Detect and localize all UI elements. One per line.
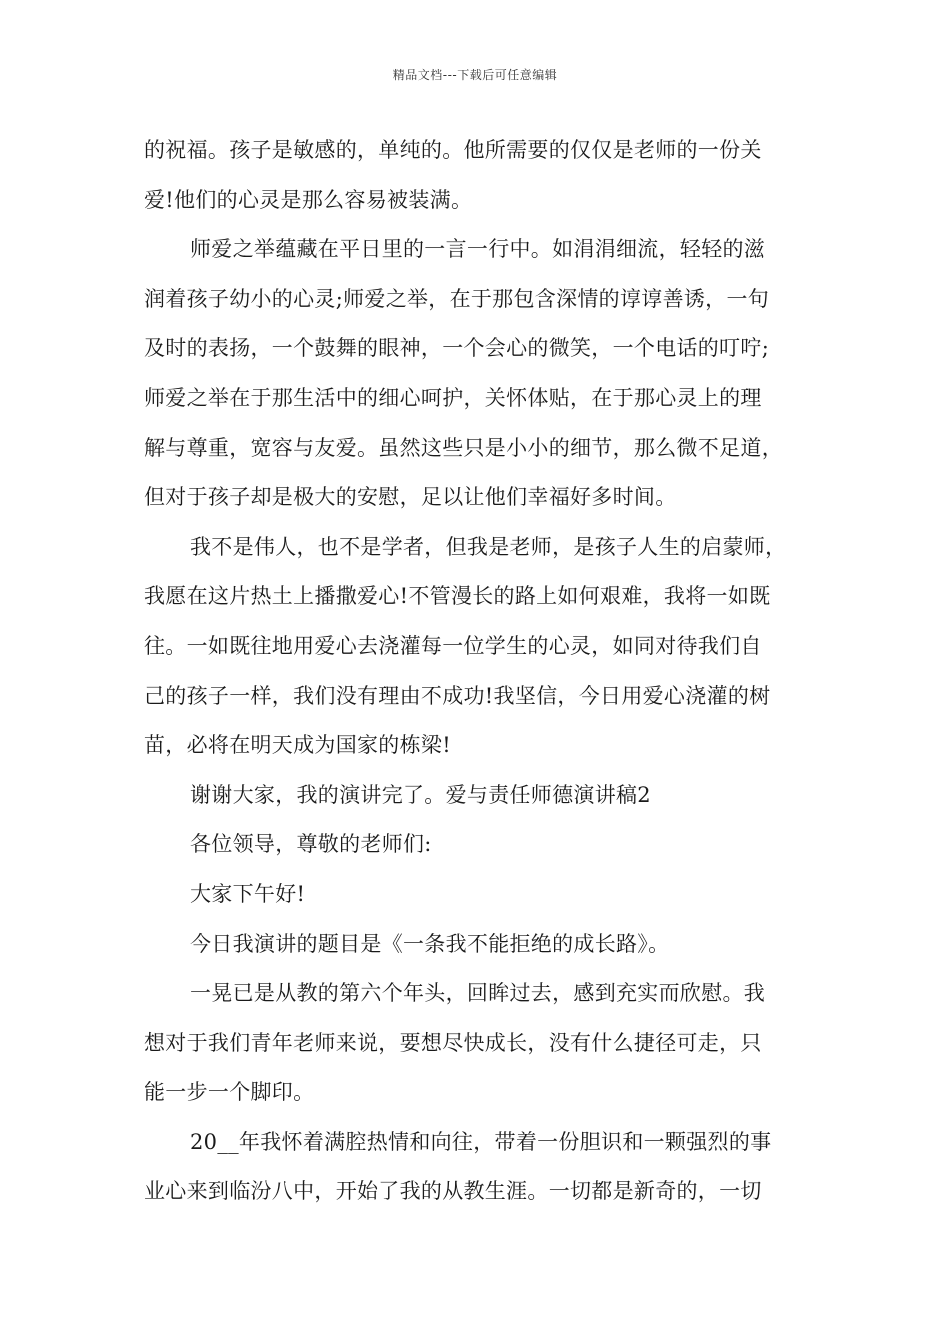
document-body	[144, 126, 824, 1217]
text-line: 师爱之举在于那生活中的细心呵护，关怀体贴，在于那心灵上的理	[144, 385, 762, 410]
text-line: 己的孩子一样，我们没有理由不成功!我坚信，今日用爱心浇灌的树	[144, 683, 771, 708]
text-line: 各位领导，尊敬的老师们:	[190, 832, 432, 857]
text-line: 我愿在这片热土上播撒爱心!不管漫长的路上如何艰难，我将一如既	[144, 584, 771, 609]
text-line: 润着孩子幼小的心灵;师爱之举，在于那包含深情的谆谆善诱，一句	[144, 286, 770, 311]
text-line: 大家下午好!	[190, 881, 306, 906]
page-header: 精品文档---下载后可任意编辑	[392, 68, 558, 82]
text-line: 苗，必将在明天成为国家的栋梁!	[144, 733, 451, 758]
text-line: 今日我演讲的题目是《一条我不能拒绝的成长路》。	[190, 931, 670, 956]
text-line: 但对于孩子却是极大的安慰，足以让他们幸福好多时间。	[144, 485, 677, 510]
text-line: 谢谢大家，我的演讲完了。爱与责任师德演讲稿2	[190, 782, 651, 807]
text-line: 师爱之举蕴藏在平日里的一言一行中。如涓涓细流，轻轻的滋	[190, 237, 766, 262]
text-line: 一晃已是从教的第六个年头，回眸过去，感到充实而欣慰。我	[190, 981, 766, 1006]
text-line: 的祝福。孩子是敏感的，单纯的。他所需要的仅仅是老师的一份关	[144, 138, 762, 162]
text-line: 想对于我们青年老师来说，要想尽快成长，没有什么捷径可走，只	[144, 1030, 762, 1055]
text-line: 爱!他们的心灵是那么容易被装满。	[144, 187, 473, 212]
text-line: 我不是伟人，也不是学者，但我是老师，是孩子人生的启蒙师，	[190, 534, 787, 559]
text-line: 解与尊重，宽容与友爱。虽然这些只是小小的细节，那么微不足道，	[144, 435, 783, 460]
text-line: 业心来到临汾八中，开始了我的从教生涯。一切都是新奇的，一切	[144, 1179, 762, 1204]
text-line: 往。一如既往地用爱心去浇灌每一位学生的心灵，如同对待我们自	[144, 633, 762, 658]
text-line: 能一步一个脚印。	[144, 1080, 315, 1105]
text-line: 及时的表扬，一个鼓舞的眼神，一个会心的微笑，一个电话的叮咛;	[144, 336, 770, 361]
text-line: 20__年我怀着满腔热情和向往，带着一份胆识和一颗强烈的事	[190, 1129, 772, 1154]
